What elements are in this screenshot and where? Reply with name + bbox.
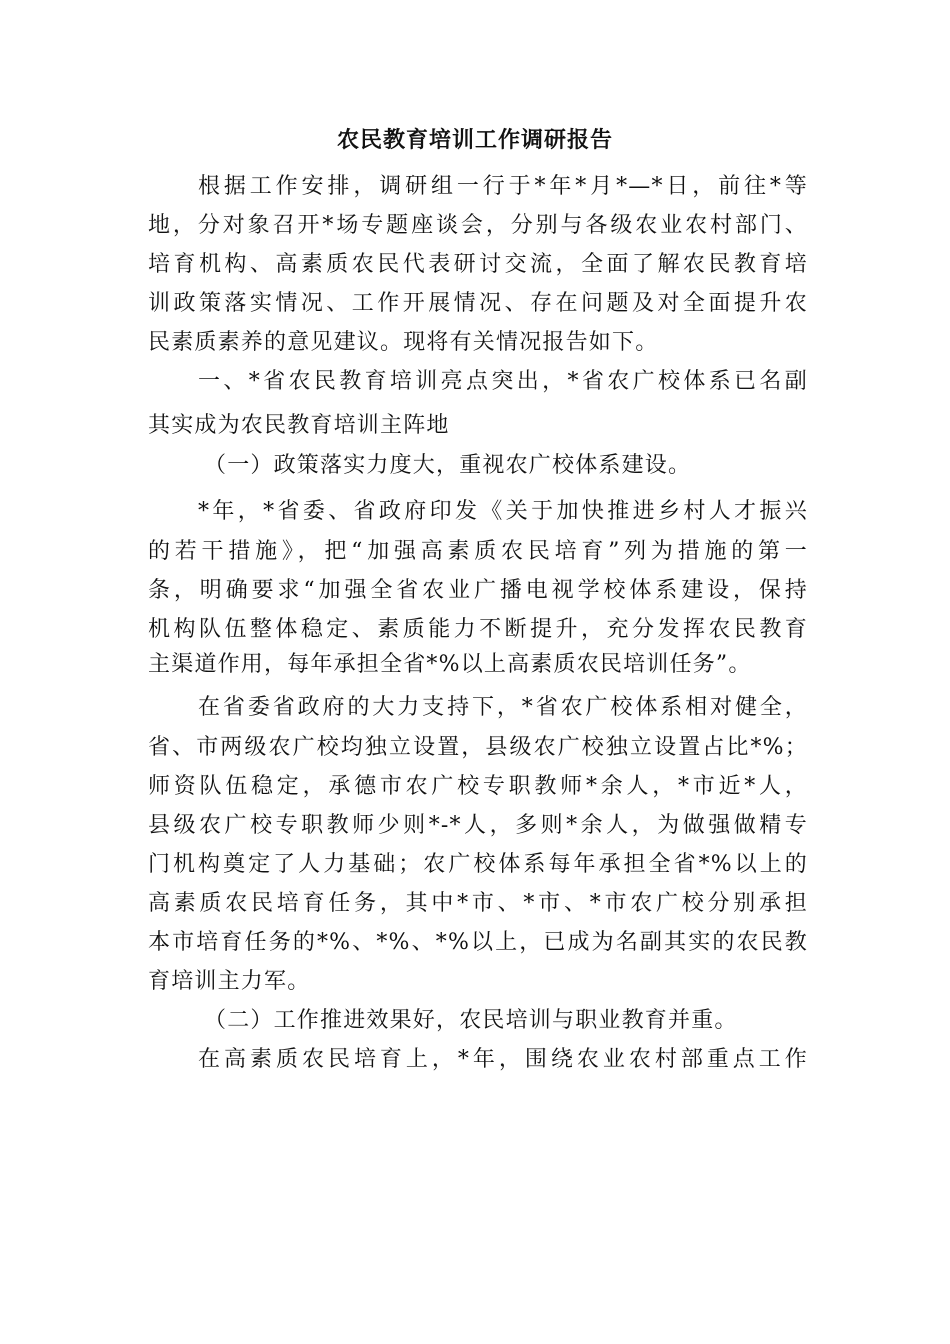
subsection-heading: （二）工作推进效果好，农民培训与职业教育并重。 — [204, 1008, 738, 1033]
paragraph-line: 师资队伍稳定，承德市农广校专职教师*余人，*市近*人， — [148, 774, 808, 799]
section-heading-line: 一、*省农民教育培训亮点突出，*省农广校体系已名副 — [198, 369, 808, 394]
paragraph-line: 的若干措施》，把“加强高素质农民培育”列为措施的第一 — [148, 539, 808, 564]
paragraph-line: *年，*省委、省政府印发《关于加快推进乡村人才振兴 — [198, 499, 808, 524]
subsection-heading: （一）政策落实力度大，重视农广校体系建设。 — [204, 453, 692, 478]
paragraph-line: 主渠道作用，每年承担全省*%以上高素质农民培训任务”。 — [148, 652, 752, 677]
paragraph-line: 条，明确要求“加强全省农业广播电视学校体系建设，保持 — [148, 578, 808, 603]
paragraph-line: 培育机构、高素质农民代表研讨交流，全面了解农民教育培 — [148, 252, 808, 277]
paragraph-line: 在高素质农民培育上，*年，围绕农业农村部重点工作 — [198, 1047, 808, 1072]
paragraph-line: 省、市两级农广校均独立设置，县级农广校独立设置占比*%； — [148, 735, 808, 760]
paragraph-line: 地，分对象召开*场专题座谈会，分别与各级农业农村部门、 — [148, 213, 808, 238]
paragraph-line: 在省委省政府的大力支持下，*省农广校体系相对健全， — [198, 695, 808, 720]
paragraph-line: 门机构奠定了人力基础；农广校体系每年承担全省*%以上的 — [148, 852, 808, 877]
paragraph-line: 育培训主力军。 — [148, 969, 311, 994]
paragraph-line: 根据工作安排，调研组一行于*年*月*—*日，前往*等 — [198, 174, 808, 199]
paragraph-line: 民素质素养的意见建议。现将有关情况报告如下。 — [148, 330, 659, 355]
section-heading-line: 其实成为农民教育培训主阵地 — [148, 413, 450, 438]
paragraph-line: 机构队伍整体稳定、素质能力不断提升，充分发挥农民教育 — [148, 617, 808, 642]
paragraph-line: 高素质农民培育任务，其中*市、*市、*市农广校分别承担 — [148, 891, 808, 916]
paragraph-line: 训政策落实情况、工作开展情况、存在问题及对全面提升农 — [148, 291, 808, 316]
paragraph-line: 本市培育任务的*%、*%、*%以上，已成为名副其实的农民教 — [148, 930, 808, 955]
paragraph-line: 县级农广校专职教师少则*-*人，多则*余人，为做强做精专 — [148, 813, 808, 838]
document-title: 农民教育培训工作调研报告 — [336, 127, 613, 153]
